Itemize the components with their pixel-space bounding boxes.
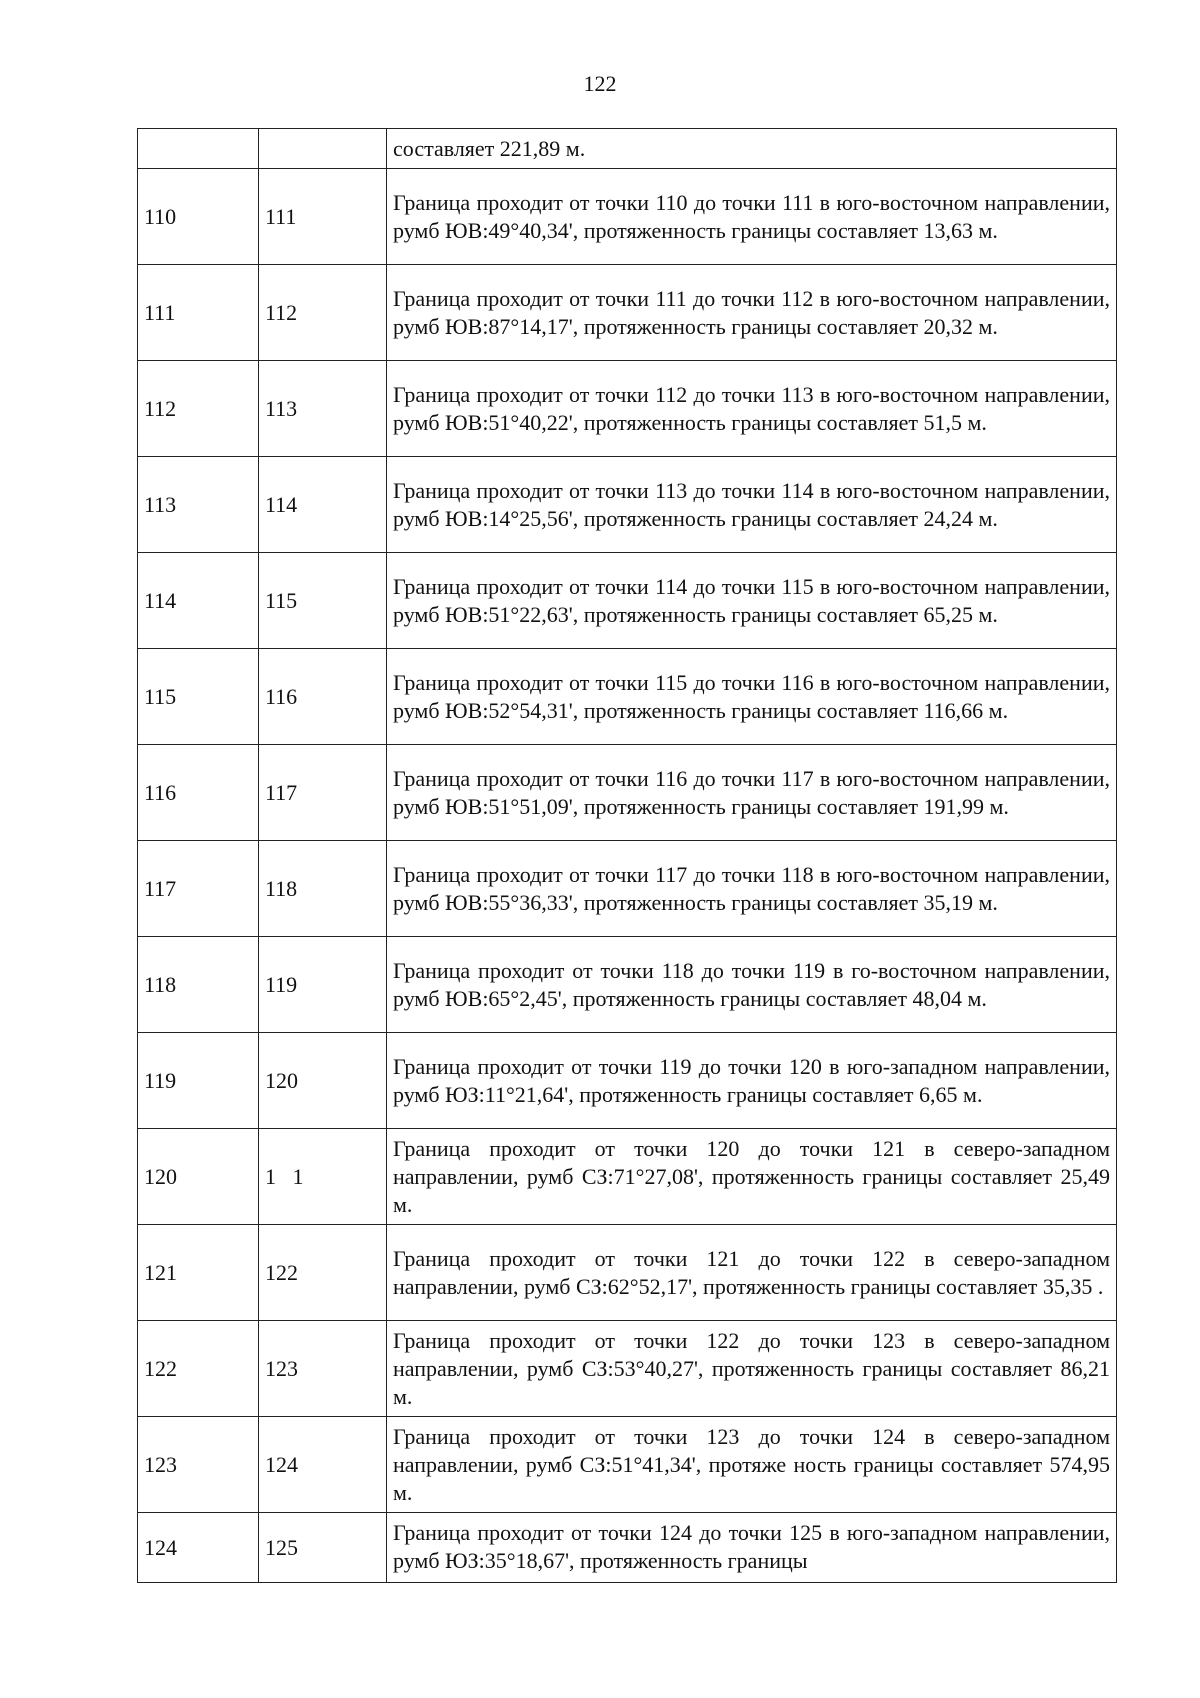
table-row	[138, 649, 1117, 745]
description-cell: составляет 221,89 м.	[387, 129, 1117, 169]
from-point-cell: 120	[138, 1129, 259, 1225]
to-point-cell: 113	[259, 361, 387, 457]
boundary-table	[137, 128, 1117, 1583]
to-point-cell: 118	[259, 841, 387, 937]
description-cell: Граница проходит от точки 116 до точки 117 в юго-восточном направлении, румб ЮВ:51°51,09', протяженность границы составляет 191,99 м.	[387, 745, 1117, 841]
to-point-cell: 111	[259, 169, 387, 265]
table-row	[138, 457, 1117, 553]
to-point-cell: 123	[259, 1321, 387, 1417]
from-point-cell: 111	[138, 265, 259, 361]
from-point-cell: 112	[138, 361, 259, 457]
from-point-cell: 113	[138, 457, 259, 553]
table-row	[138, 745, 1117, 841]
description-cell: Граница проходит от точки 119 до точки 120 в юго-западном направлении, румб ЮЗ:11°21,64', протяженность границы составляет 6,65 м.	[387, 1033, 1117, 1129]
to-point-cell: 114	[259, 457, 387, 553]
from-point-cell: 123	[138, 1417, 259, 1513]
table-row	[138, 1513, 1117, 1583]
table-row	[138, 265, 1117, 361]
table-row	[138, 841, 1117, 937]
from-point-cell: 124	[138, 1513, 259, 1583]
to-point-cell: 124	[259, 1417, 387, 1513]
description-cell: Граница проходит от точки 120 до точки 121 в северо-западном направлении, румб СЗ:71°27,08', протяженность границы составляет 25,49 м.	[387, 1129, 1117, 1225]
to-point-cell: 119	[259, 937, 387, 1033]
description-cell: Граница проходит от точки 124 до точки 125 в юго-западном направлении, румб ЮЗ:35°18,67', протяженность границы	[387, 1513, 1117, 1583]
to-point-cell: 122	[259, 1225, 387, 1321]
to-point-cell: 117	[259, 745, 387, 841]
description-cell: Граница проходит от точки 123 до точки 124 в северо-западном направлении, румб СЗ:51°41,34', протяже ность границы составляет 574,95 м.	[387, 1417, 1117, 1513]
from-point-cell	[138, 129, 259, 169]
table-row	[138, 1225, 1117, 1321]
table-row	[138, 169, 1117, 265]
description-cell: Граница проходит от точки 122 до точки 123 в северо-западном направлении, румб СЗ:53°40,27', протяженность границы составляет 86,21 м.	[387, 1321, 1117, 1417]
to-point-cell: 120	[259, 1033, 387, 1129]
to-point-cell: 115	[259, 553, 387, 649]
description-cell: Граница проходит от точки 111 до точки 112 в юго-восточном направлении, румб ЮВ:87°14,17', протяженность границы составляет 20,32 м.	[387, 265, 1117, 361]
table-row	[138, 1033, 1117, 1129]
description-cell: Граница проходит от точки 117 до точки 118 в юго-восточном направлении, румб ЮВ:55°36,33', протяженность границы составляет 35,19 м.	[387, 841, 1117, 937]
from-point-cell: 122	[138, 1321, 259, 1417]
from-point-cell: 119	[138, 1033, 259, 1129]
from-point-cell: 110	[138, 169, 259, 265]
table-row	[138, 1129, 1117, 1225]
to-point-cell: 116	[259, 649, 387, 745]
description-cell: Граница проходит от точки 114 до точки 115 в юго-восточном направлении, румб ЮВ:51°22,63', протяженность границы составляет 65,25 м.	[387, 553, 1117, 649]
description-cell: Граница проходит от точки 118 до точки 119 в го-восточном направлении, румб ЮВ:65°2,45', протяженность границы составляет 48,04 м.	[387, 937, 1117, 1033]
from-point-cell: 115	[138, 649, 259, 745]
from-point-cell: 121	[138, 1225, 259, 1321]
table-row	[138, 1321, 1117, 1417]
from-point-cell: 117	[138, 841, 259, 937]
table-row	[138, 1417, 1117, 1513]
to-point-cell: 1 1	[259, 1129, 387, 1225]
page-number: 122	[583, 71, 617, 96]
description-cell: Граница проходит от точки 110 до точки 111 в юго-восточном направлении, румб ЮВ:49°40,34', протяженность границы составляет 13,63 м.	[387, 169, 1117, 265]
from-point-cell: 116	[138, 745, 259, 841]
to-point-cell: 125	[259, 1513, 387, 1583]
table-row	[138, 129, 1117, 169]
description-cell: Граница проходит от точки 121 до точки 122 в северо-западном направлении, румб СЗ:62°52,17', протяженность границы составляет 35,35 .	[387, 1225, 1117, 1321]
description-cell: Граница проходит от точки 113 до точки 114 в юго-восточном направлении, румб ЮВ:14°25,56', протяженность границы составляет 24,24 м.	[387, 457, 1117, 553]
table-row	[138, 553, 1117, 649]
description-cell: Граница проходит от точки 112 до точки 113 в юго-восточном направлении, румб ЮВ:51°40,22', протяженность границы составляет 51,5 м.	[387, 361, 1117, 457]
table-row	[138, 937, 1117, 1033]
to-point-cell: 112	[259, 265, 387, 361]
to-point-cell	[259, 129, 387, 169]
from-point-cell: 114	[138, 553, 259, 649]
from-point-cell: 118	[138, 937, 259, 1033]
table-row	[138, 361, 1117, 457]
description-cell: Граница проходит от точки 115 до точки 116 в юго-восточном направлении, румб ЮВ:52°54,31', протяженность границы составляет 116,66 м.	[387, 649, 1117, 745]
